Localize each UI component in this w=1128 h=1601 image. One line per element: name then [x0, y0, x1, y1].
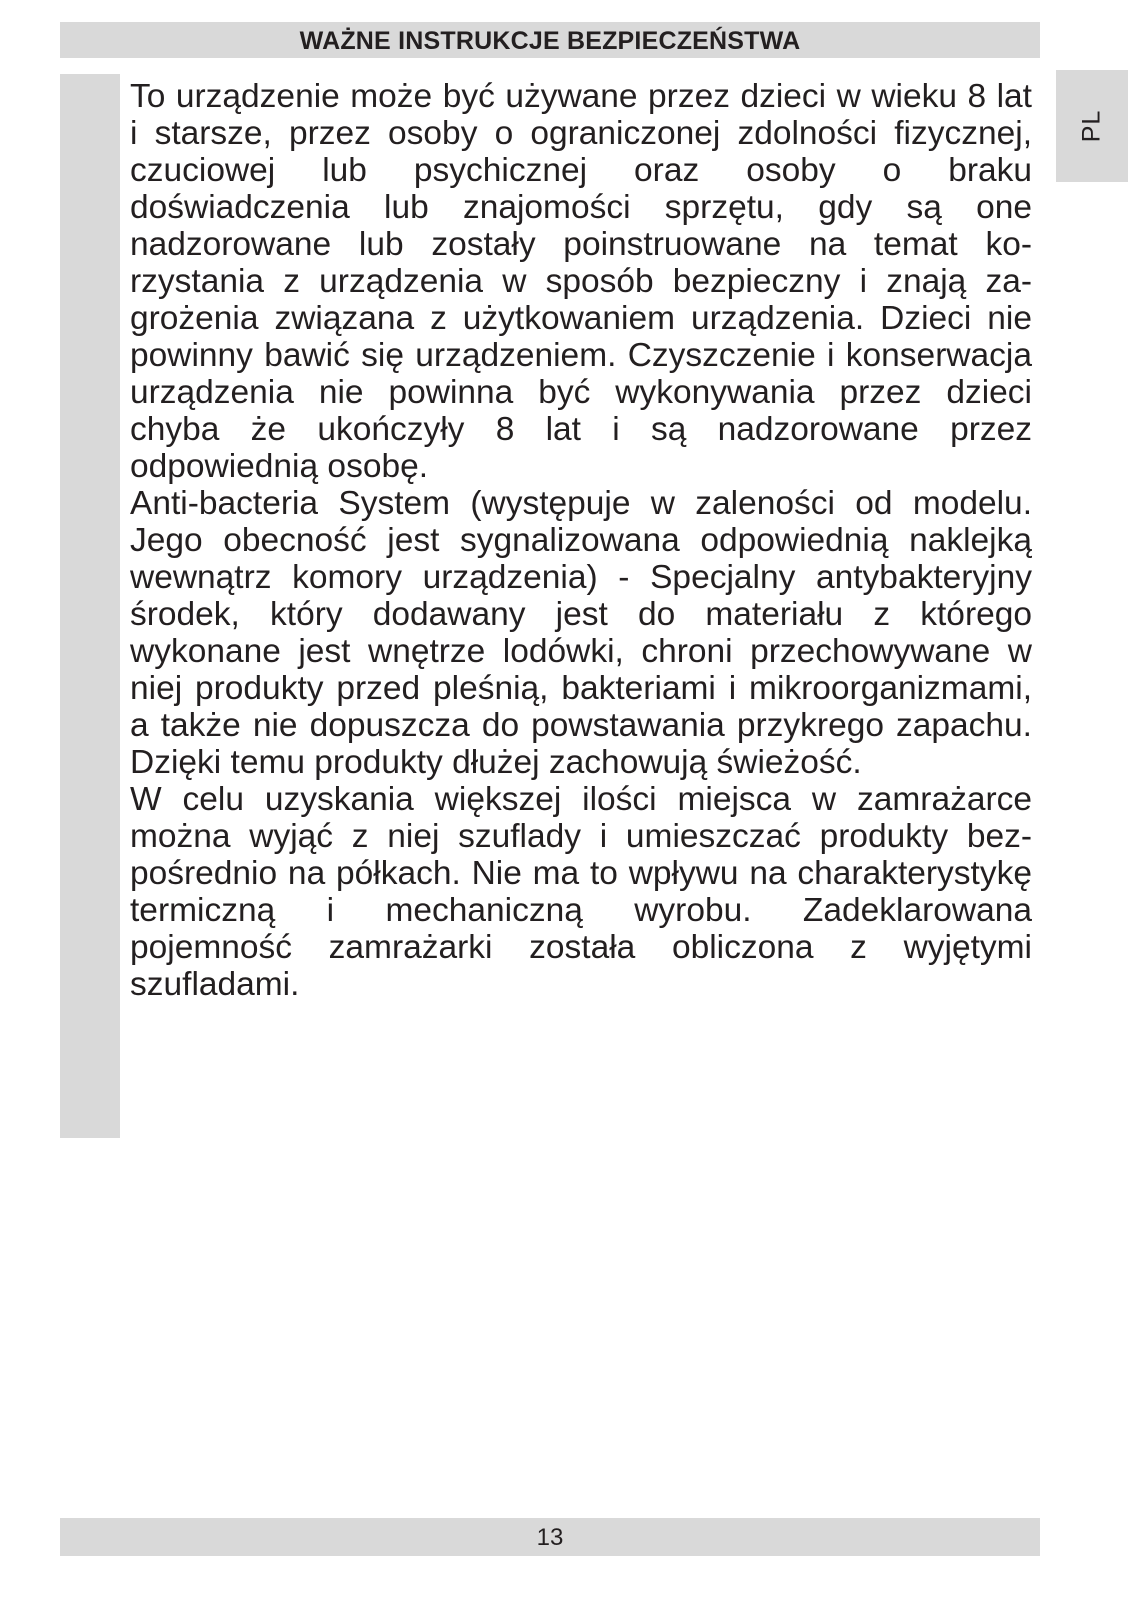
page-number: 13	[536, 1524, 564, 1551]
page-title: WAŻNE INSTRUKCJE BEZPIECZEŃSTWA	[299, 26, 801, 55]
footer-bar	[60, 1518, 1040, 1556]
language-label: PL	[1077, 109, 1106, 143]
language-tab	[1056, 70, 1128, 182]
main-content	[130, 78, 1032, 1003]
paragraph-children-safety: To urządzenie może być używane przez dzieci w wieku 8 lat i starsze, przez osoby o ograniczonej zdolności fizycznej, czuciowej lub psychicznej oraz osoby o braku doświadczenia lub znajomości sprzętu, gdy są one nadzorowane lub zostały poinstruowane na temat korzystania z urządzenia w sposób bezpieczny i znają zagrożenia związana z użytkowaniem urządzenia. Dzieci nie powinny bawić się urządzeniem. Czyszczenie i konserwacja urządzenia nie powinna być wykonywania przez dzieci chyba że ukończyły 8 lat i są nadzorowane przez odpowiednią osobę.	[130, 78, 1032, 485]
paragraph-anti-bacteria: Anti-bacteria System (występuje w zaleności od modelu. Jego obecność jest sygnalizowana odpowiednią naklejką wewnątrz komory urządzenia) - Specjalny antybakteryjny środek, który dodawany jest do materiału z którego wykonane jest wnętrze lodówki, chroni przechowywane w niej produkty przed pleśnią, bakteriami i mikroorganizmami, a także nie dopuszcza do powstawania przykrego zapachu. Dzięki temu produkty dłużej zachowują świeżość.	[130, 485, 1032, 781]
side-bar	[60, 74, 120, 1138]
header-bar	[60, 22, 1040, 58]
paragraph-freezer-drawers: W celu uzyskania większej ilości miejsca w zamrażarce można wyjąć z niej szuflady i umieszczać produkty bezpośrednio na półkach. Nie ma to wpływu na charakterystykę termiczną i mechaniczną wyrobu. Zadeklarowana pojemność zamrażarki została obliczona z wyjętymi szufladami.	[130, 781, 1032, 1003]
